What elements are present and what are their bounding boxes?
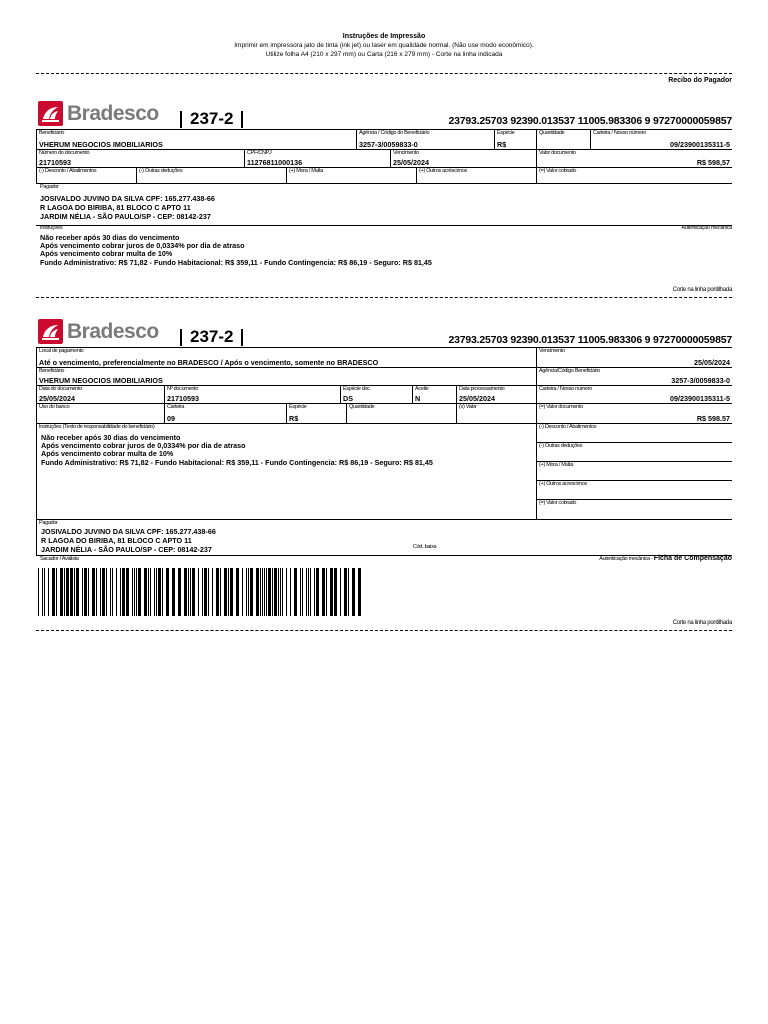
field-label: Data processamento <box>459 386 505 392</box>
agencia-field <box>536 368 732 386</box>
numero-documento-field <box>36 150 244 168</box>
vencimento-field <box>390 150 536 168</box>
field-label: Agência/Código Beneficiário <box>539 368 600 374</box>
barcode-bar <box>236 568 239 616</box>
print-instructions-title: Instruções de Impressão <box>342 33 426 40</box>
barcode-bar <box>340 568 341 616</box>
field-label: Espécie doc. <box>343 386 371 392</box>
data-processamento-value: 25/05/2024 <box>459 394 495 403</box>
especie-value: R$ <box>497 140 507 149</box>
aceite-value: N <box>415 394 421 403</box>
barcode-bar <box>52 568 55 616</box>
instrucoes-label: Instruções <box>40 225 63 231</box>
barcode-bar <box>230 568 233 616</box>
beneficiario-field <box>36 368 536 386</box>
barcode-bar <box>262 568 263 616</box>
barcode-bar <box>66 568 69 616</box>
barcode-bar <box>290 568 291 616</box>
corte-label: Corte na linha pontilhada <box>672 620 732 626</box>
field-label: (+) Outros acrescimos <box>539 481 587 487</box>
cut-line <box>36 297 732 298</box>
valor-cobrado-field <box>536 500 732 520</box>
pagador-line3: JARDIM NÉLIA - SÃO PAULO/SP - CEP: 08142-237 <box>40 212 211 221</box>
bank-name: Bradesco <box>67 101 159 125</box>
barcode-bar <box>278 568 279 616</box>
numero-documento-value: 21710593 <box>39 158 71 167</box>
barcode-bar <box>256 568 259 616</box>
barcode-bar <box>120 568 121 616</box>
barcode-bar <box>352 568 355 616</box>
barcode-bar <box>150 568 151 616</box>
barcode-bar <box>184 568 187 616</box>
barcode-bar <box>314 568 315 616</box>
barcode-bar <box>188 568 189 616</box>
barcode-bar <box>300 568 301 616</box>
outras-deducoes-field <box>536 443 732 462</box>
num-documento-value: 21710593 <box>167 394 199 403</box>
data-documento-field <box>36 386 164 404</box>
field-label: Pagador <box>39 520 58 526</box>
bradesco-tree-icon <box>38 319 63 344</box>
vencimento-value: 25/05/2024 <box>694 358 730 367</box>
field-label: Vencimento <box>393 150 419 156</box>
bank-logo <box>38 319 159 344</box>
especie-doc-field <box>340 386 412 404</box>
barcode-bar <box>76 568 79 616</box>
agencia-field <box>356 130 494 150</box>
barcode-bar <box>242 568 243 616</box>
barcode-bar <box>126 568 129 616</box>
field-label: (+) Mora / Multa <box>289 168 324 174</box>
barcode-bar <box>92 568 95 616</box>
nosso-numero-value: 09/23900135311-5 <box>670 140 730 149</box>
field-label: Carteira / Nosso número <box>593 130 647 136</box>
cut-line <box>36 630 732 631</box>
agencia-value: 3257-3/0059833-0 <box>671 376 730 385</box>
barcode-bar <box>268 568 271 616</box>
field-label: Local de pagamento <box>39 348 84 354</box>
barcode-bar <box>172 568 175 616</box>
num-documento-field <box>164 386 340 404</box>
field-label: Aceite <box>415 386 429 392</box>
field-label: Beneficiário <box>39 368 65 374</box>
field-label: Uso do banco <box>39 404 70 410</box>
aceite-field <box>412 386 456 404</box>
beneficiario-value: VHERUM NEGOCIOS IMOBILIARIOS <box>39 140 163 149</box>
barcode-bar <box>42 568 43 616</box>
barcode-bar <box>134 568 135 616</box>
field-label: Carteira / Nosso numero <box>539 386 593 392</box>
barcode-bar <box>330 568 333 616</box>
especie-doc-value: DS <box>343 394 353 403</box>
pagador-line2: R LAGOA DO BIRIBA, 81 BLOCO C APTO 11 <box>41 536 192 545</box>
bank-logo <box>38 101 159 126</box>
especie-field <box>494 130 536 150</box>
carteira-nosso-numero-field <box>536 386 732 404</box>
field-label: (x) Valor <box>459 404 477 410</box>
local-pagamento-field <box>36 348 536 368</box>
barcode-bar <box>44 568 45 616</box>
outros-acrescimos-field <box>416 168 536 184</box>
barcode-bar <box>348 568 349 616</box>
bradesco-tree-icon <box>38 101 63 126</box>
field-label: (+) Mora / Multa <box>539 462 574 468</box>
field-label: (=) Valor documento <box>539 404 583 410</box>
barcode-bar <box>110 568 111 616</box>
field-label: Número do documento <box>39 150 90 156</box>
barcode-bar <box>84 568 87 616</box>
barcode-bar <box>116 568 117 616</box>
divider <box>180 111 182 128</box>
valor-documento-value: R$ 598.57 <box>696 414 730 423</box>
instruction-line: Após vencimento cobrar juros de 0,0334% por dia de atraso <box>41 441 246 450</box>
barcode-bar <box>228 568 229 616</box>
barcode-bar <box>102 568 105 616</box>
barcode-bar <box>48 568 49 616</box>
beneficiario-field <box>36 130 356 150</box>
barcode-bar <box>260 568 261 616</box>
barcode-bar <box>216 568 219 616</box>
barcode-bar <box>74 568 75 616</box>
barcode-bar <box>358 568 361 616</box>
barcode-bar <box>112 568 113 616</box>
linha-digitavel: 23793.25703 92390.013537 11005.983306 9 97270000059857 <box>448 334 732 346</box>
barcode-bar <box>248 568 249 616</box>
barcode-bar <box>334 568 337 616</box>
field-label: Nº documento <box>167 386 199 392</box>
barcode-bar <box>274 568 277 616</box>
barcode-bar <box>156 568 157 616</box>
pagador-line2: R LAGOA DO BIRIBA, 81 BLOCO C APTO 11 <box>40 203 191 212</box>
barcode-bar <box>264 568 265 616</box>
cut-line <box>36 73 732 74</box>
cpf-cnpj-value: 11276811000136 <box>247 158 303 167</box>
cpf-cnpj-field <box>244 150 390 168</box>
barcode-bar <box>272 568 273 616</box>
barcode-bar <box>148 568 149 616</box>
field-label: (=) Valor cobrado <box>539 500 577 506</box>
field-label: Quantidade <box>349 404 375 410</box>
agencia-value: 3257-3/0059833-0 <box>359 140 418 149</box>
quantidade-field <box>536 130 590 150</box>
barcode-bar <box>246 568 247 616</box>
divider <box>241 111 243 128</box>
barcode-bar <box>280 568 281 616</box>
barcode-bar <box>224 568 227 616</box>
barcode-bar <box>106 568 107 616</box>
divider <box>241 329 243 346</box>
barcode-bar <box>198 568 199 616</box>
barcode-bar <box>204 568 207 616</box>
sacador-avalista-label: Sacador / Avalista <box>40 556 79 562</box>
uso-banco-field <box>36 404 164 424</box>
barcode-bar <box>286 568 287 616</box>
barcode-bar <box>60 568 63 616</box>
barcode-bar <box>322 568 325 616</box>
pagador-field <box>36 184 732 226</box>
field-label: (-) Desconto / Abatimentos <box>539 424 597 430</box>
vencimento-value: 25/05/2024 <box>393 158 429 167</box>
instruction-line: Após vencimento cobrar juros de 0,0334% por dia de atraso <box>40 241 245 250</box>
pagador-field <box>36 520 732 556</box>
barcode-bar <box>64 568 65 616</box>
field-label: Quantidade <box>539 130 565 136</box>
bank-name: Bradesco <box>67 319 159 343</box>
barcode-bar <box>56 568 57 616</box>
carteira-field <box>590 130 732 150</box>
barcode-bar <box>158 568 161 616</box>
barcode-bar <box>154 568 155 616</box>
vencimento-field <box>536 348 732 368</box>
barcode-bar <box>316 568 319 616</box>
outros-acrescimos-field <box>536 481 732 500</box>
corte-label: Corte na linha pontilhada <box>672 287 732 293</box>
especie-field <box>286 404 346 424</box>
pagador-line1: JOSIVALDO JUVINO DA SILVA CPF: 165.277.438-66 <box>40 194 215 203</box>
field-label: Valor documento <box>539 150 576 156</box>
barcode-bar <box>306 568 307 616</box>
mora-multa-field <box>286 168 416 184</box>
autenticacao-label: Autenticação mecânica - <box>599 556 654 562</box>
print-instructions-line1: Imprimir em impressora jato de tinta (ink jet) ou laser em qualidade normal. (Não use modo econômico). <box>234 42 534 49</box>
barcode-bar <box>326 568 327 616</box>
nosso-numero-value: 09/23900135311-5 <box>670 394 730 403</box>
beneficiario-value: VHERUM NEGOCIOS IMOBILIARIOS <box>39 376 163 385</box>
barcode-bar <box>308 568 309 616</box>
data-processamento-field <box>456 386 536 404</box>
field-label: (=) Valor cobrado <box>539 168 577 174</box>
barcode-bar <box>82 568 83 616</box>
field-label: Espécie <box>497 130 515 136</box>
field-label: (-) Outras deduções <box>139 168 183 174</box>
desconto-field <box>36 168 136 184</box>
barcode-bar <box>136 568 137 616</box>
barcode-bar <box>190 568 191 616</box>
bank-code-text: 237-2 <box>190 327 234 346</box>
barcode-bar <box>96 568 97 616</box>
barcode-bar <box>132 568 133 616</box>
data-documento-value: 25/05/2024 <box>39 394 75 403</box>
field-label: Beneficiário <box>39 130 65 136</box>
bank-code-text: 237-2 <box>190 109 234 128</box>
mora-multa-field <box>536 462 732 481</box>
barcode-bar <box>138 568 141 616</box>
field-label: Carteira <box>167 404 185 410</box>
bank-code <box>172 109 251 129</box>
barcode-bar <box>88 568 89 616</box>
instruction-line: Após vencimento cobrar multa de 10% <box>41 449 174 458</box>
field-label: Vencimento <box>539 348 565 354</box>
instruction-line: Após vencimento cobrar multa de 10% <box>40 249 173 258</box>
barcode-bar <box>144 568 147 616</box>
outras-deducoes-field <box>136 168 286 184</box>
cod-baixa-label: Cód. baixa <box>413 544 437 550</box>
field-label: Pagador <box>40 184 59 190</box>
field-label: Espécie <box>289 404 307 410</box>
print-instructions-line2: Utilize folha A4 (210 x 297 mm) ou Carta (216 x 279 mm) - Corte na linha indicada <box>265 51 503 58</box>
field-label: (-) Outras deduções <box>539 443 583 449</box>
barcode-bar <box>344 568 347 616</box>
barcode-bar <box>70 568 73 616</box>
barcode-bar <box>208 568 209 616</box>
barcode-bar <box>178 568 181 616</box>
instrucoes-field <box>36 424 536 520</box>
barcode-bar <box>122 568 125 616</box>
linha-digitavel: 23793.25703 92390.013537 11005.983306 9 97270000059857 <box>448 115 732 127</box>
valor-documento-field <box>536 150 732 168</box>
valor-documento-field <box>536 404 732 424</box>
ficha-compensacao-label <box>599 555 732 562</box>
valor-documento-value: R$ 598,57 <box>696 158 730 167</box>
instruction-line: Fundo Administrativo: R$ 71,82 - Fundo Habitacional: R$ 359,11 - Fundo Contingencia: R$ 86,19 - Seguro: R$ 81,45 <box>41 458 433 467</box>
barcode-bar <box>250 568 253 616</box>
recibo-pagador-label: Recibo do Pagador <box>668 77 732 84</box>
barcode-bar <box>192 568 195 616</box>
barcode-bar <box>220 568 221 616</box>
field-label: (-) Desconto / Abatimentos <box>39 168 97 174</box>
barcode-bar <box>266 568 267 616</box>
barcode-bar <box>166 568 169 616</box>
carteira-field <box>164 404 286 424</box>
barcode-bar <box>282 568 283 616</box>
barcode-bar <box>38 568 39 616</box>
barcode-bar <box>202 568 203 616</box>
local-pagamento-value: Até o vencimento, preferencialmente no BRADESCO / Após o vencimento, somente no BRADESCO <box>39 358 379 367</box>
valor-field <box>456 404 536 424</box>
barcode-bar <box>100 568 101 616</box>
barcode-bar <box>302 568 303 616</box>
autenticacao-label: Autenticação mecânica <box>681 225 732 231</box>
bank-code <box>172 327 251 347</box>
instruction-line: Fundo Administrativo: R$ 71,82 - Fundo Habitacional: R$ 359,11 - Fundo Contingencia: R$ 86,19 - Seguro: R$ 81,45 <box>40 258 432 267</box>
pagador-line1: JOSIVALDO JUVINO DA SILVA CPF: 165.277.438-66 <box>41 527 216 536</box>
barcode-bar <box>162 568 163 616</box>
field-label: CPF/CNPJ <box>247 150 272 156</box>
barcode-bar <box>310 568 311 616</box>
field-label: Agência / Código do Beneficiário <box>359 130 430 136</box>
barcode-bar <box>294 568 297 616</box>
barcode-image <box>38 568 364 616</box>
field-label: (+) Outros acréscimos <box>419 168 467 174</box>
barcode-bar <box>212 568 213 616</box>
desconto-field <box>536 424 732 443</box>
especie-value: R$ <box>289 414 299 423</box>
field-label: Instruções (Texto de responsabilidade do beneficiário) <box>39 424 155 430</box>
instruction-line: Não receber após 30 dias do vencimento <box>40 233 180 242</box>
instruction-line: Não receber após 30 dias do vencimento <box>41 433 181 442</box>
divider <box>180 329 182 346</box>
quantidade-field <box>346 404 456 424</box>
pagador-line3: JARDIM NÉLIA - SÃO PAULO/SP - CEP: 08142-237 <box>41 545 212 554</box>
ficha-label: Ficha de Compensação <box>653 555 732 562</box>
field-label: Data do documento <box>39 386 82 392</box>
carteira-value: 09 <box>167 414 175 423</box>
valor-cobrado-field <box>536 168 732 184</box>
